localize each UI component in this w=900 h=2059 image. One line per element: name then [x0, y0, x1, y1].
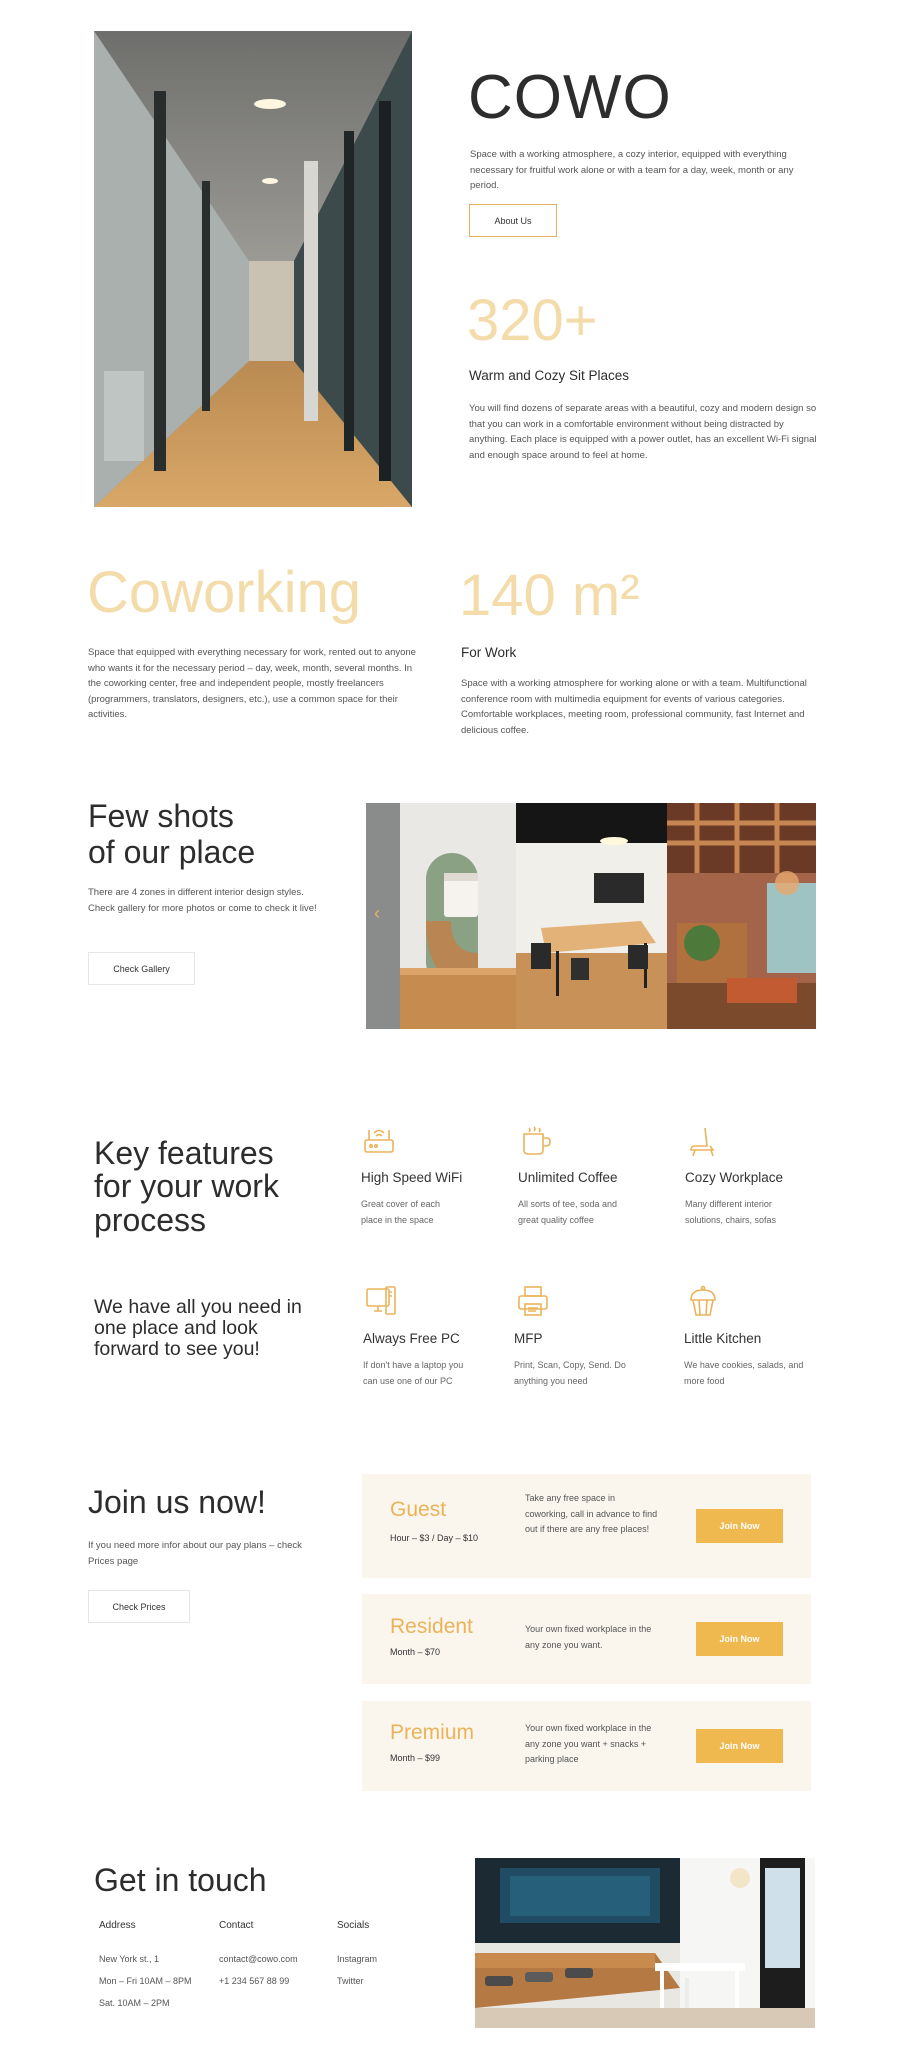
plan-name: Guest [390, 1498, 447, 1521]
feature-desc: We have cookies, salads, and more food [684, 1360, 804, 1386]
features-title-line1: Key features [94, 1135, 274, 1171]
features-subtitle-post: in one place and look forward to see you! [94, 1296, 302, 1360]
hours-saturday: Sat. 10AM – 2PM [99, 1998, 170, 2008]
feature-desc: Great cover of each place in the space [361, 1199, 441, 1225]
plan-price: Hour – $3 / Day – $10 [390, 1533, 479, 1543]
hours-weekday: Mon – Fri 10AM – 8PM [99, 1976, 192, 1986]
plan-price: Month – $99 [390, 1753, 441, 1763]
gallery-photo-lounge [667, 803, 816, 1029]
feature-desc: Many different interior solutions, chairs, sofas [685, 1199, 777, 1225]
plan-card-resident [362, 1594, 811, 1684]
feature-desc: Print, Scan, Copy, Send. Do anything you need [514, 1360, 626, 1386]
features-subtitle [94, 1297, 324, 1360]
plan-name: Premium [390, 1721, 475, 1744]
feature-title: MFP [514, 1331, 543, 1346]
gallery-photo-cup [366, 803, 516, 1029]
cupcake-icon [686, 1284, 720, 1318]
places-stat-title: Warm and Cozy Sit Places [469, 368, 630, 383]
join-title: Join us now! [88, 1484, 266, 1520]
socials-label: Socials [337, 1920, 370, 1931]
feature-title: High Speed WiFi [361, 1170, 463, 1185]
features-subtitle-bold: all you need [176, 1296, 282, 1318]
plan-name: Resident [390, 1615, 473, 1638]
feature-title: Cozy Workplace [685, 1170, 784, 1185]
contact-title: Get in touch [94, 1862, 267, 1898]
area-stat-text: Space with a working atmosphere for working alone or with a team. Multifunctional conference room with multimedia equipment for events of various categories. Comfortable workplaces, meeting room, professional community, fast Internet and delicious coffee. [461, 678, 807, 736]
printer-icon [516, 1284, 550, 1318]
join-now-button[interactable]: Join Now [696, 1509, 783, 1543]
router-icon [362, 1124, 396, 1158]
hero-corridor-photo [94, 31, 412, 507]
address-label: Address [99, 1920, 136, 1931]
twitter-link[interactable]: Twitter [337, 1976, 364, 1986]
features-title-line3: process [94, 1202, 207, 1238]
about-us-button[interactable]: About Us [469, 204, 557, 237]
join-now-button[interactable]: Join Now [696, 1622, 783, 1656]
coworking-title: Coworking [87, 560, 361, 625]
join-now-button[interactable]: Join Now [696, 1729, 783, 1763]
area-stat-number: 140 m² [459, 563, 640, 628]
brand-title: COWO [468, 63, 672, 132]
hero-description: Space with a working atmosphere, a cozy interior, equipped with everything necessary for fruitful work alone or with a team for a day, week, month or any period. [470, 149, 794, 191]
area-stat-title: For Work [461, 645, 517, 660]
join-text: If you need more infor about our pay plans – check Prices page [88, 1540, 302, 1567]
contact-label: Contact [219, 1920, 254, 1931]
phone-link[interactable]: +1 234 567 88 99 [219, 1976, 290, 1986]
gallery-prev-arrow[interactable]: ‹ [374, 903, 380, 923]
places-stat-text: You will find dozens of separate areas with a beautiful, cozy and modern design so that you can work in a comfortable environment without being distracted by anything. Each place is equipped with a power outlet, has an excellent Wi-Fi signal and enough space around to feel at home. [469, 403, 817, 461]
plan-card-premium [362, 1701, 811, 1791]
gallery-text: There are 4 zones in different interior design styles. Check gallery for more photos or come to check it live! [88, 887, 317, 914]
feature-title: Always Free PC [363, 1331, 460, 1346]
coworking-text: Space that equipped with everything necessary for work, rented out to anyone who wants it for the necessary period – day, week, month, several months. In the coworking center, free and independent people, mostly freelancers (programmers, translators, designers, etc.), use a common space for their activities. [88, 647, 416, 720]
gallery-photo-meeting-room [516, 803, 667, 1029]
email-link[interactable]: contact@cowo.com [219, 1954, 298, 1964]
plan-card-guest [362, 1474, 811, 1578]
gallery-slider[interactable] [366, 803, 816, 1029]
places-stat-number: 320+ [467, 288, 598, 353]
gallery-title-line2: of our place [88, 834, 256, 870]
contact-office-photo [475, 1858, 815, 2028]
chair-icon [685, 1124, 719, 1158]
plan-price: Month – $70 [390, 1647, 441, 1657]
plan-desc: Take any free space in coworking, call in advance to find out if there are any free places! [525, 1493, 658, 1534]
gallery-title-line1: Few shots [88, 798, 234, 834]
plan-desc: Your own fixed workplace in the any zone you want. [525, 1624, 652, 1650]
feature-desc: All sorts of tee, soda and great quality coffee [518, 1199, 618, 1225]
plan-desc: Your own fixed workplace in the any zone you want + snacks + parking place [525, 1723, 652, 1764]
computer-icon [364, 1284, 398, 1318]
address-line: New York st., 1 [99, 1954, 160, 1964]
feature-title: Little Kitchen [684, 1331, 762, 1346]
features-title-line2: for your work [94, 1168, 279, 1204]
check-prices-button[interactable]: Check Prices [88, 1590, 190, 1623]
features-subtitle-pre: We have [94, 1296, 177, 1318]
coffee-cup-icon [519, 1124, 553, 1158]
instagram-link[interactable]: Instagram [337, 1954, 378, 1964]
feature-title: Unlimited Coffee [518, 1170, 618, 1185]
feature-desc: If don't have a laptop you can use one of our PC [363, 1360, 464, 1386]
check-gallery-button[interactable]: Check Gallery [88, 952, 195, 985]
